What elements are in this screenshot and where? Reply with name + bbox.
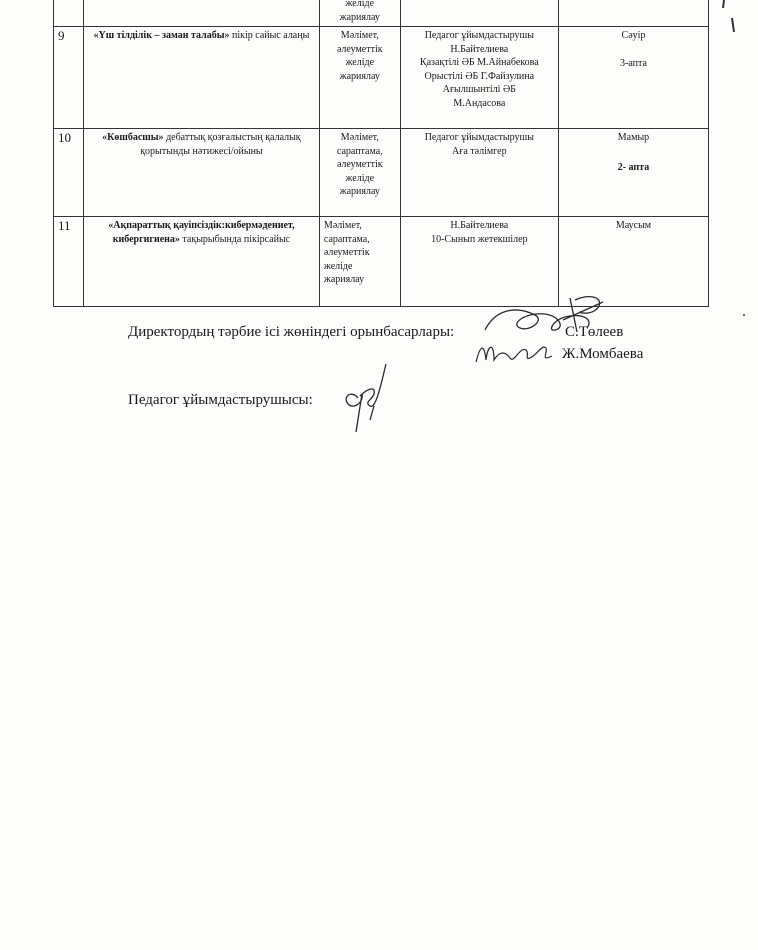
responsible-line: Ағылшынтілі ӘБ	[442, 84, 516, 95]
responsible-cell	[400, 129, 558, 217]
term-cell	[558, 27, 708, 129]
term-month: Мамыр	[617, 132, 650, 143]
row-number: 9	[54, 27, 84, 129]
form-cell	[319, 0, 400, 27]
term-cell	[558, 0, 708, 27]
organizer-title: Педагог ұйымдастырушысы:	[128, 392, 313, 408]
event-cell	[83, 217, 319, 307]
form-line: сараптама,	[323, 233, 370, 245]
row-number	[54, 0, 84, 27]
term-month: Маусым	[615, 220, 652, 231]
organizer-signature-icon	[330, 360, 395, 440]
event-cell	[83, 27, 319, 129]
responsible-line: Педагог ұйымдастырушы	[424, 132, 534, 143]
form-line: сараптама,	[336, 145, 383, 157]
deputy-signature-2-icon	[470, 336, 560, 366]
event-title-rest: дебаттық қозғалыстың қалалық қорытынды нәтижесі/ойыны	[140, 132, 301, 157]
form-line: жариялау	[339, 70, 380, 82]
event-title-bold: «Көшбасшы»	[102, 132, 164, 143]
event-title-bold: «Ақпараттық қауіпсіздік:кибермәдениет, кибергигиена»	[108, 220, 295, 245]
responsible-line: Аға тәлімгер	[452, 145, 507, 157]
form-line: Мәлімет,	[340, 30, 379, 41]
event-cell	[83, 129, 319, 217]
form-cell	[319, 129, 400, 217]
table-row	[54, 27, 709, 129]
responsible-line: Н.Байтелиева	[450, 220, 509, 231]
event-cell	[83, 0, 319, 27]
row-number: 10	[54, 129, 84, 217]
form-line: Мәлімет,	[323, 220, 362, 231]
scan-dot-icon	[741, 312, 747, 318]
form-cell	[319, 27, 400, 129]
deputy-name-1: С.Төлеев	[565, 324, 624, 340]
row-number: 11	[54, 217, 84, 307]
event-title-rest: тақырыбында пікірсайыс	[179, 233, 291, 245]
form-line: желіде	[345, 57, 375, 68]
responsible-line: Н.Байтелиева	[450, 43, 509, 55]
responsible-line: 10-Сынып жетекшілер	[431, 233, 528, 245]
form-line: желіде	[345, 172, 375, 184]
form-line: желіде	[345, 0, 375, 9]
form-line: Мәлімет,	[340, 132, 379, 143]
event-plan-table	[53, 0, 709, 307]
form-line: әлеуметтік	[336, 43, 383, 55]
form-line: әлеуметтік	[323, 247, 370, 258]
term-week: 2- апта	[617, 161, 650, 173]
responsible-line: М.Андасова	[453, 97, 506, 109]
form-line: жариялау	[339, 186, 380, 197]
table-row	[54, 0, 709, 27]
event-title-bold: «Үш тілділік – заман талабы»	[93, 30, 230, 41]
form-line: желіде	[323, 260, 353, 272]
form-line: әлеуметтік	[336, 159, 383, 170]
form-cell	[319, 217, 400, 307]
scan-edge-mark-icon	[712, 0, 742, 40]
form-line: жариялау	[339, 11, 380, 23]
responsible-line: Қазақтілі ӘБ М.Айнабекова	[419, 57, 539, 68]
term-week: 3-апта	[620, 57, 647, 69]
event-title-rest: пікір сайыс алаңы	[229, 30, 310, 41]
responsible-line: Педагог ұйымдастырушы	[424, 30, 534, 41]
responsible-cell	[400, 0, 558, 27]
responsible-line: Орыстілі ӘБ Г.Файзулина	[424, 70, 535, 82]
deputy-signature-1-icon	[475, 290, 615, 340]
table-row	[54, 129, 709, 217]
form-line: жариялау	[323, 274, 365, 285]
term-month: Сәуір	[621, 30, 646, 41]
deputy-title: Директордың тәрбие ісі жөніндегі орынбасарлары:	[128, 324, 455, 340]
responsible-cell	[400, 27, 558, 129]
term-cell	[558, 129, 708, 217]
deputy-name-2: Ж.Момбаева	[562, 346, 644, 362]
